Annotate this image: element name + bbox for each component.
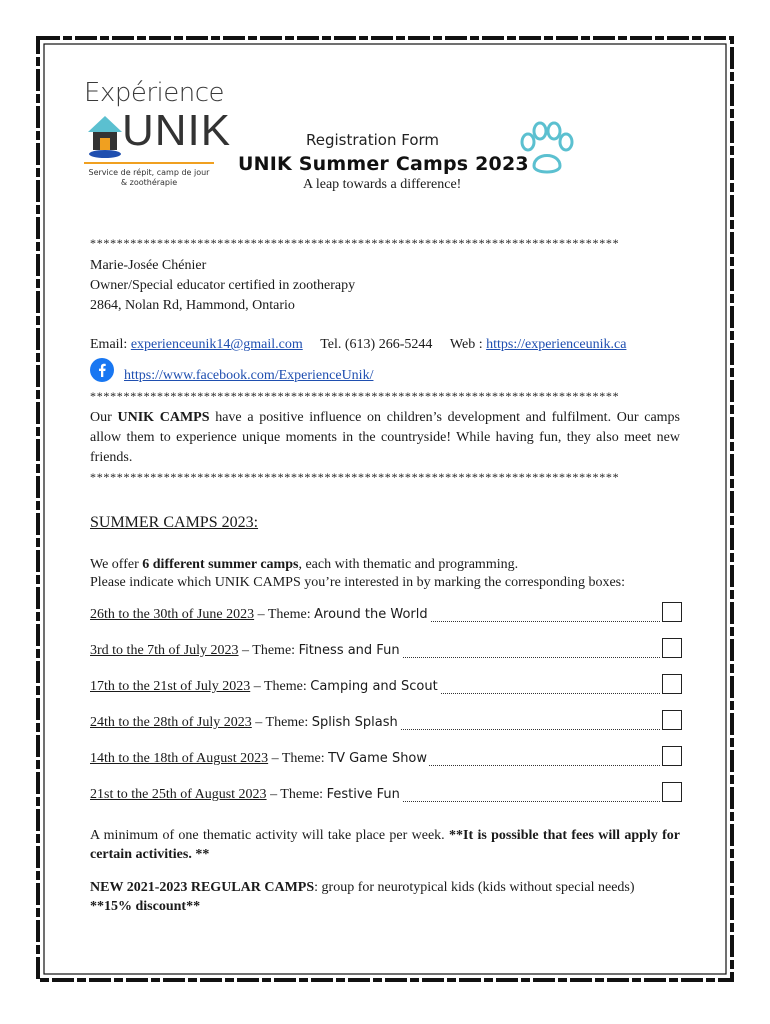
camp-theme: Splish Splash bbox=[311, 715, 398, 730]
regular-camps-note bbox=[90, 878, 680, 916]
camp-option-text bbox=[90, 715, 400, 731]
website-link[interactable]: https://experienceunik.ca bbox=[486, 337, 627, 352]
offer-prefix: We offer bbox=[90, 557, 143, 572]
facebook-link-wrap bbox=[124, 367, 373, 384]
phone-number: Tel. (613) 266-5244 bbox=[320, 337, 433, 352]
theme-label: – Theme: bbox=[250, 679, 311, 694]
camp-option-row bbox=[90, 643, 682, 665]
camp-option-text bbox=[90, 787, 402, 803]
header-tagline: A leap towards a difference! bbox=[303, 177, 462, 192]
theme-label: – Theme: bbox=[251, 715, 312, 730]
offer-bold: 6 different summer camps bbox=[142, 557, 299, 572]
camp-theme: Around the World bbox=[314, 607, 428, 622]
camp-date: 21st to the 25th of August 2023 bbox=[90, 787, 267, 802]
intro-prefix: Our bbox=[90, 410, 118, 425]
camp-title: UNIK Summer Camps 2023 bbox=[238, 153, 529, 175]
camp-option-text bbox=[90, 679, 440, 695]
offer-rest: , each with thematic and programming. bbox=[298, 557, 519, 572]
camp-date: 24th to the 28th of July 2023 bbox=[90, 715, 252, 730]
contact-links-row bbox=[90, 336, 680, 353]
house-icon bbox=[86, 114, 124, 158]
contact-address: 2864, Nolan Rd, Hammond, Ontario bbox=[90, 298, 295, 313]
intro-paragraph bbox=[90, 408, 680, 468]
logo-main-word: UNIK bbox=[122, 106, 232, 155]
fees-note-plain: A minimum of one thematic activity will take place per week. bbox=[90, 828, 450, 843]
camp-theme: TV Game Show bbox=[328, 751, 428, 766]
fees-note-bold: **It is possible that fees will apply for certain activities. ** bbox=[90, 828, 680, 862]
regular-camps-bold: NEW 2021-2023 REGULAR CAMPS bbox=[90, 880, 315, 895]
logo-underline bbox=[84, 162, 214, 164]
facebook-icon[interactable] bbox=[90, 358, 114, 382]
contact-role: Owner/Special educator certified in zootherapy bbox=[90, 278, 356, 293]
theme-label: – Theme: bbox=[266, 787, 327, 802]
camp-checkbox[interactable] bbox=[662, 710, 682, 730]
camp-checkbox[interactable] bbox=[662, 638, 682, 658]
camp-theme: Fitness and Fun bbox=[298, 643, 400, 658]
camp-date: 26th to the 30th of June 2023 bbox=[90, 607, 255, 622]
email-link[interactable]: experienceunik14@gmail.com bbox=[130, 337, 303, 352]
camp-option-text bbox=[90, 607, 430, 623]
logo-top-word: Expérience bbox=[84, 78, 224, 108]
camp-option-row bbox=[90, 607, 682, 629]
offer-line-1 bbox=[90, 556, 682, 573]
camp-option-row bbox=[90, 787, 682, 809]
intro-bold: UNIK CAMPS bbox=[117, 410, 210, 425]
logo-tagline-line-2: & zoothérapie bbox=[120, 178, 178, 187]
camp-theme: Festive Fun bbox=[326, 787, 400, 802]
email-label: Email: bbox=[90, 337, 128, 352]
camp-checkbox[interactable] bbox=[662, 782, 682, 802]
theme-label: – Theme: bbox=[254, 607, 315, 622]
separator-stars: ******************************************************************************* bbox=[90, 236, 620, 250]
camp-option-text bbox=[90, 643, 402, 659]
camp-checkbox[interactable] bbox=[662, 746, 682, 766]
camp-date: 14th to the 18th of August 2023 bbox=[90, 751, 269, 766]
camp-option-text bbox=[90, 751, 429, 767]
offer-line-2: Please indicate which UNIK CAMPS you’re interested in by marking the corresponding boxes: bbox=[90, 575, 626, 590]
theme-label: – Theme: bbox=[238, 643, 299, 658]
camp-option-row bbox=[90, 751, 682, 773]
camp-checkbox[interactable] bbox=[662, 674, 682, 694]
camp-date: 17th to the 21st of July 2023 bbox=[90, 679, 251, 694]
logo-tagline-line-1: Service de répit, camp de jour bbox=[88, 168, 210, 177]
theme-label: – Theme: bbox=[268, 751, 329, 766]
discount-text: **15% discount** bbox=[90, 899, 201, 914]
paw-print-icon bbox=[516, 120, 576, 178]
contact-name: Marie-Josée Chénier bbox=[90, 258, 207, 273]
web-label: Web : bbox=[449, 337, 483, 352]
camp-option-row bbox=[90, 715, 682, 737]
separator-stars: ******************************************************************************* bbox=[90, 470, 620, 484]
experience-unik-logo bbox=[84, 78, 232, 196]
facebook-link[interactable]: https://www.facebook.com/ExperienceUnik/ bbox=[124, 368, 374, 383]
regular-camps-rest: : group for neurotypical kids (kids without special needs) bbox=[314, 880, 635, 895]
fees-note bbox=[90, 826, 680, 864]
separator-stars: ******************************************************************************* bbox=[90, 389, 620, 403]
form-title: Registration Form bbox=[306, 131, 440, 149]
intro-rest: have a positive influence on children’s development and fulfilment. Our camps allow them to experience unique moments in the countryside! While having fun, they also meet new friends. bbox=[90, 410, 680, 465]
camp-theme: Camping and Scout bbox=[310, 679, 438, 694]
camp-checkbox[interactable] bbox=[662, 602, 682, 622]
logo-tagline bbox=[84, 168, 214, 188]
camp-option-row bbox=[90, 679, 682, 701]
camp-date: 3rd to the 7th of July 2023 bbox=[90, 643, 239, 658]
section-heading: SUMMER CAMPS 2023: bbox=[90, 514, 259, 531]
